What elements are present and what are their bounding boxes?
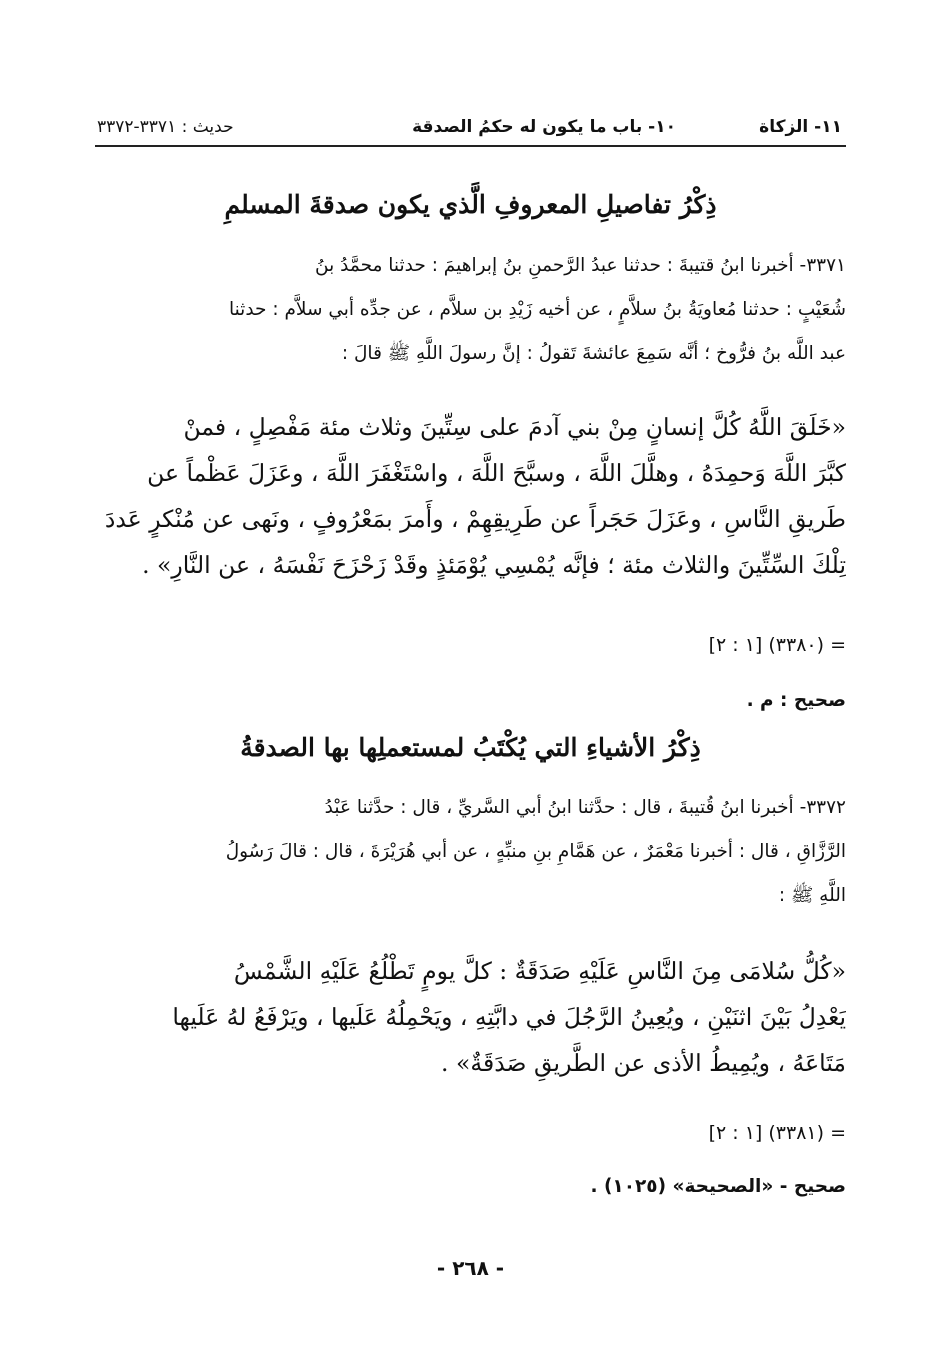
isnad-line: اللَّهِ ﷺ : xyxy=(778,885,846,906)
hadith-line: يَعْدِلُ بَيْنَ اثنَيْنِ ، ويُعِينُ الرَّجُلَ في دابَّتِهِ ، ويَحْمِلُهُ عَلَيها ، ويَرْفَعُ لهُ عَلَيها xyxy=(172,1003,846,1031)
hadith-range: حديث : ٣٣٧١-٣٣٧٢ xyxy=(97,117,234,137)
hadith-grade: صحيح : م . xyxy=(746,690,846,711)
section-heading: ذِكْرُ الأشياءِ التي يُكْتَبُ لمستعملِها بها الصدقةُ xyxy=(240,733,701,762)
isnad-line: شُعَيْبٍ : حدثنا مُعاويَةُ بنُ سلاَّمٍ ، عن أخيه زَيْدِ بن سلاَّم ، عن جدِّه أبي سلاَّم : حدثنا xyxy=(228,299,846,320)
chapter-title: ١١- الزكاة xyxy=(759,117,842,137)
page-number: - ٢٦٨ - xyxy=(436,1256,505,1280)
isnad-paragraph xyxy=(95,244,846,376)
isnad-line: الرَّزَّاقِ ، قال : أخبرنا مَعْمَرٌ ، عن هَمَّامِ بنِ منبِّهٍ ، عن أبي هُرَيْرَةَ ، قال : قالَ رَسُولُ xyxy=(225,841,846,862)
isnad-paragraph xyxy=(95,786,846,918)
isnad-line: ٣٣٧٢- أخبرنا ابنُ قُتيبةَ ، قال : حدَّثنا ابنُ أبي السَّريِّ ، قال : حدَّثنا عَبْدُ xyxy=(324,797,846,818)
hadith-line: تِلْكَ السِّتِّينَ والثلاث مئة ؛ فإنَّه يُمْسِي يُوْمَئذٍ وقَدْ زَحْزَحَ نَفْسَهُ ، عن النَّارِ» . xyxy=(142,551,846,579)
section-heading: ذِكْرُ تفاصيلِ المعروفِ الَّذي يكون صدقةَ المسلمِ xyxy=(224,190,717,219)
running-header xyxy=(95,115,846,147)
hadith-text xyxy=(95,948,846,1086)
isnad-line: عبد اللَّه بنُ فرُّوخ ؛ أنَّه سَمِعَ عائشةَ تَقولُ : إنَّ رسولَ اللَّهِ ﷺ قالَ : xyxy=(341,343,846,364)
hadith-line: «خَلَقَ اللَّهُ كُلَّ إنسانٍ مِنْ بني آدمَ على سِتِّينَ وثلاث مئة مَفْصِلٍ ، فمنْ xyxy=(183,413,846,441)
hadith-line: مَتَاعَهُ ، ويُمِيطُ الأذى عن الطَّريقِ صَدَقَةٌ» . xyxy=(441,1049,846,1077)
hadith-text xyxy=(95,404,846,588)
cross-reference: = (٣٣٨١) [١ : ٢] xyxy=(708,1122,846,1144)
hadith-line: طَريقِ النَّاسِ ، وعَزَلَ حَجَراً عن طَرِيقِهِمْ ، وأَمرَ بمَعْرُوفٍ ، ونَهى عن مُنْكرٍ عَددَ xyxy=(104,505,846,533)
section-title: ١٠- باب ما يكون له حكمُ الصدقة xyxy=(412,117,676,137)
hadith-line: كبَّرَ اللَّهَ وَحمِدَهُ ، وهلَّلَ اللَّهَ ، وسبَّحَ اللَّهَ ، واسْتَغْفَرَ اللَّهَ ، وعَزَلَ عَظْماً عن xyxy=(147,459,846,487)
cross-reference: = (٣٣٨٠) [١ : ٢] xyxy=(708,634,846,656)
hadith-line: «كُلُّ سُلامَى مِنَ النَّاسِ عَلَيْهِ صَدَقَةٌ : كلَّ يومٍ تَطْلُعُ عَلَيْهِ الشَّمْسُ xyxy=(233,957,846,985)
book-page xyxy=(95,0,846,1368)
hadith-grade: صحيح - «الصحيحة» (١٠٢٥) . xyxy=(590,1176,846,1197)
isnad-line: ٣٣٧١- أخبرنا ابنُ قتيبةَ : حدثنا عبدُ الرَّحمنِ بنُ إبراهيمَ : حدثنا محمَّدُ بنُ xyxy=(315,255,846,276)
